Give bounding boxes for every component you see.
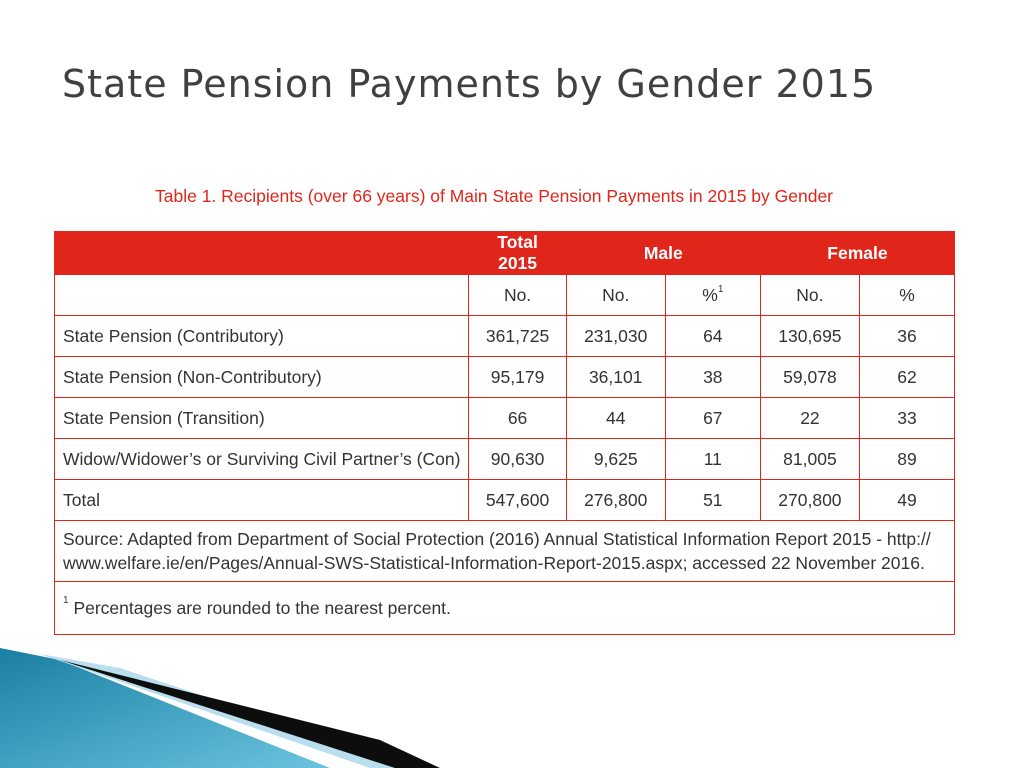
row-male-pct: 11 xyxy=(665,439,760,480)
source-line-2: www.welfare.ie/en/Pages/Annual-SWS-Statistical-Information-Report-2015.aspx; accessed 22 November 2016. xyxy=(63,553,925,573)
table-row xyxy=(55,357,955,398)
row-total: 66 xyxy=(469,398,566,439)
table-row xyxy=(55,316,955,357)
row-female-pct: 62 xyxy=(859,357,954,398)
subheader-female-pct: % xyxy=(859,275,954,316)
footnote-text: Percentages are rounded to the nearest percent. xyxy=(73,598,451,618)
table-row xyxy=(55,398,955,439)
footnote-row xyxy=(55,582,955,635)
row-total: 95,179 xyxy=(469,357,566,398)
row-female-pct: 89 xyxy=(859,439,954,480)
table-header-band xyxy=(55,232,955,275)
header-female: Female xyxy=(760,232,954,275)
teal-swoosh xyxy=(0,648,330,768)
row-label: Widow/Widower’s or Surviving Civil Partner’s (Con) xyxy=(55,439,469,480)
subheader-total-no: No. xyxy=(469,275,566,316)
row-total: 361,725 xyxy=(469,316,566,357)
footnote xyxy=(55,582,955,635)
row-female-no: 81,005 xyxy=(760,439,859,480)
table-row xyxy=(55,439,955,480)
subheader-male-pct-label: % xyxy=(702,284,718,305)
table-subheader-row xyxy=(55,275,955,316)
subheader-female-no: No. xyxy=(760,275,859,316)
row-label: Total xyxy=(55,480,469,521)
subheader-blank-cell xyxy=(55,275,469,316)
row-label: State Pension (Non-Contributory) xyxy=(55,357,469,398)
row-total: 547,600 xyxy=(469,480,566,521)
decorative-corner-swoosh xyxy=(0,640,1024,768)
row-male-pct: 51 xyxy=(665,480,760,521)
row-male-pct: 38 xyxy=(665,357,760,398)
pension-table xyxy=(54,231,955,635)
row-total: 90,630 xyxy=(469,439,566,480)
footnote-number: 1 xyxy=(63,595,69,606)
header-blank-cell xyxy=(55,232,469,275)
row-female-pct: 49 xyxy=(859,480,954,521)
row-male-no: 9,625 xyxy=(566,439,665,480)
slide-title: State Pension Payments by Gender 2015 xyxy=(62,62,877,106)
row-male-no: 231,030 xyxy=(566,316,665,357)
row-female-no: 270,800 xyxy=(760,480,859,521)
source-note xyxy=(55,521,955,582)
source-line-1: Source: Adapted from Department of Social Protection (2016) Annual Statistical Information Report 2015 - http:// xyxy=(63,529,931,549)
source-row xyxy=(55,521,955,582)
table-row-total xyxy=(55,480,955,521)
header-male: Male xyxy=(566,232,760,275)
row-female-no: 22 xyxy=(760,398,859,439)
row-male-no: 36,101 xyxy=(566,357,665,398)
subheader-male-no: No. xyxy=(566,275,665,316)
subheader-male-pct xyxy=(665,275,760,316)
row-female-pct: 33 xyxy=(859,398,954,439)
footnote-marker: 1 xyxy=(717,283,724,295)
row-male-no: 44 xyxy=(566,398,665,439)
header-total-2015: Total 2015 xyxy=(469,232,566,275)
row-female-no: 59,078 xyxy=(760,357,859,398)
row-female-no: 130,695 xyxy=(760,316,859,357)
row-female-pct: 36 xyxy=(859,316,954,357)
row-label: State Pension (Contributory) xyxy=(55,316,469,357)
row-male-no: 276,800 xyxy=(566,480,665,521)
table-caption: Table 1. Recipients (over 66 years) of Main State Pension Payments in 2015 by Gender xyxy=(155,186,834,206)
row-male-pct: 67 xyxy=(665,398,760,439)
row-male-pct: 64 xyxy=(665,316,760,357)
row-label: State Pension (Transition) xyxy=(55,398,469,439)
